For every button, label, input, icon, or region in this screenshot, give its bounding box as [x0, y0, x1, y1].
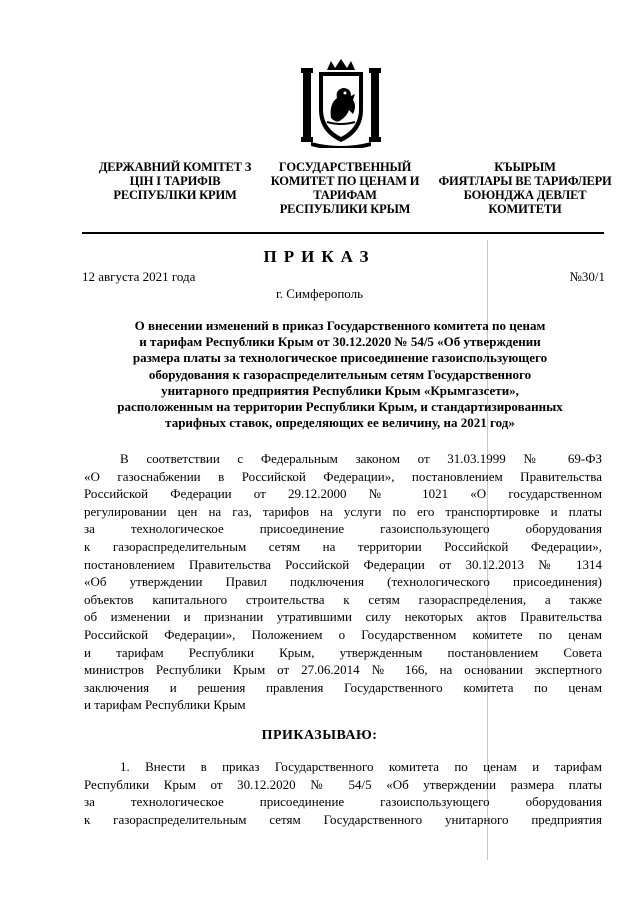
header-ua-line: ЦІН І ТАРИФІВ — [129, 174, 221, 188]
subject-line: расположенным на территории Республики Крым, и стандартизированных — [117, 399, 563, 415]
body-line: об изменении и признании утратившими силу некоторых актов Правительства — [84, 609, 602, 625]
body-line: Российской Федерации», Положением о Государственном комитете по ценам — [84, 626, 602, 642]
body-line: и тарифам Республики Крым, утвержденным постановлением Совета — [84, 644, 602, 660]
header-ru-line: КОМИТЕТ ПО ЦЕНАМ И — [270, 174, 420, 188]
item-line: Республики Крым от 30.12.2020 № 54/5 «Об утверждении размера платы — [84, 776, 602, 792]
document-city: г. Симферополь — [275, 286, 364, 301]
body-line: заключения и решения правления Государственного комитета по ценам — [84, 679, 602, 695]
header-ct-line: ФИЯТЛАРЫ ВЕ ТАРИФЛЕРИ — [438, 174, 612, 188]
header-ua-line: РЕСПУБЛІКИ КРИМ — [113, 188, 237, 202]
body-line: объектов капитального строительства к сетям газораспределения, а также — [84, 591, 602, 607]
header-ct-line: КЪЫРЫМ — [494, 160, 556, 174]
header-russian — [260, 160, 430, 216]
body-line: постановлением Правительства Российской Федерации от 30.12.2013 № 1314 — [84, 556, 602, 572]
body-line: Российской Федерации от 29.12.2000 № 1021 «О государственном — [84, 486, 602, 502]
body-line: В соответствии с Федеральным законом от 31.03.1999 № 69-ФЗ — [120, 451, 602, 466]
header-ru-line: ГОСУДАРСТВЕННЫЙ — [278, 160, 412, 174]
subject-line: унитарного предприятия Республики Крым «Крымгазсети», — [161, 382, 519, 398]
header-crimean-tatar — [430, 160, 620, 216]
item-line: за технологическое присоединение газоиспользующего оборудования — [84, 794, 602, 810]
body-line: за технологическое присоединение газоиспользующего оборудования — [84, 521, 602, 537]
item-paragraph — [84, 758, 602, 828]
body-line: регулировании цен на газ, тарифов на услуги по его транспортировке и платы — [84, 503, 602, 519]
document-title: ПРИКАЗ — [263, 247, 376, 266]
body-line: и тарифам Республики Крым — [84, 697, 246, 713]
header-divider — [82, 232, 604, 234]
document-date: 12 августа 2021 года — [82, 269, 196, 284]
body-line: к газораспределительным сетям на территории Российской Федерации», — [84, 538, 602, 554]
document-number: №30/1 — [569, 269, 605, 284]
header-ct-line: БОЮНДЖА ДЕВЛЕТ — [463, 188, 587, 202]
subject-line: тарифных ставок, определяющих ее величину, на 2021 год» — [165, 415, 515, 431]
order-directive: ПРИКАЗЫВАЮ: — [261, 728, 378, 743]
body-line: министров Республики Крым от 27.06.2014 № 166, на основании экспертного — [84, 662, 602, 678]
subject-line: и тарифам Республики Крым от 30.12.2020 № 54/5 «Об утверждении — [139, 334, 541, 350]
subject-line: О внесении изменений в приказ Государственного комитета по ценам — [134, 318, 546, 333]
header-ru-line: ТАРИФАМ — [313, 188, 377, 202]
subject-line: размера платы за технологическое присоединение газоиспользующего — [132, 350, 548, 366]
header-ct-line: КОМИТЕТИ — [488, 202, 562, 216]
item-line: к газораспределительным сетям Государственного унитарного предприятия — [84, 811, 602, 827]
header-ru-line: РЕСПУБЛИКИ КРЫМ — [279, 202, 411, 216]
body-line: «О газоснабжении в Российской Федерации», постановлением Правительства — [84, 468, 602, 484]
document-subject — [70, 318, 610, 431]
header-ua-line: ДЕРЖАВНИЙ КОМІТЕТ З — [98, 160, 252, 174]
crimea-coat-of-arms-icon — [297, 58, 385, 148]
subject-line: оборудования к газораспределительным сетям Государственного — [148, 366, 532, 382]
header-ukrainian — [80, 160, 270, 202]
preamble-paragraph — [84, 450, 602, 714]
body-line: «Об утверждении Правил подключения (технологического присоединения) — [84, 574, 602, 590]
item-line: 1. Внести в приказ Государственного комитета по ценам и тарифам — [120, 759, 602, 774]
